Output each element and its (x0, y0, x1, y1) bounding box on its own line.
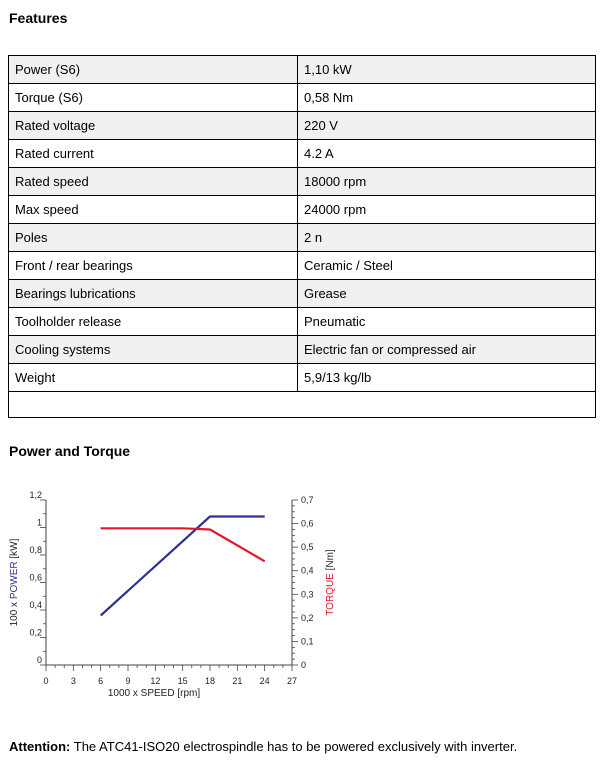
spec-row (9, 252, 596, 280)
torque-series-line (101, 528, 265, 561)
spec-row (9, 56, 596, 84)
spec-row (9, 84, 596, 112)
spec-label: Front / rear bearings (9, 252, 298, 280)
x-tick-label: 21 (232, 676, 243, 686)
spec-value: Pneumatic (298, 308, 596, 336)
y-right-tick-label: 0 (301, 660, 307, 670)
y-right-tick-label: 0,7 (301, 495, 314, 505)
attention-text: The ATC41-ISO20 electrospindle has to be powered exclusively with inverter. (70, 739, 518, 754)
x-tick-label: 18 (204, 676, 216, 686)
y-right-tick-label: 0,4 (301, 565, 314, 576)
spec-value: 1,10 kW (298, 56, 596, 84)
spec-value: 5,9/13 kg/lb (298, 364, 596, 392)
x-tick-label: 15 (177, 676, 188, 686)
y-left-axis-label: 100 x POWER [kW] (9, 538, 20, 627)
spec-label: Rated voltage (9, 112, 298, 140)
spec-value: 4.2 A (298, 140, 596, 168)
y-right-tick-label: 0,2 (301, 612, 314, 623)
y-right-tick-label: 0,1 (301, 636, 314, 647)
y-left-tick-label: 1,2 (29, 490, 42, 500)
spec-row (9, 168, 596, 196)
x-axis-label: 1000 x SPEED [rpm] (107, 688, 201, 699)
spec-row (9, 140, 596, 168)
spec-row (9, 112, 596, 140)
spec-row (9, 224, 596, 252)
x-tick-label: 12 (150, 676, 161, 686)
spec-label: Torque (S6) (9, 84, 298, 112)
y-right-tick-label: 0,3 (301, 589, 314, 600)
x-tick-label: 0 (43, 676, 49, 686)
spec-row (9, 196, 596, 224)
y-right-tick-label: 0,6 (301, 518, 314, 529)
y-left-tick-label: 1 (36, 517, 42, 528)
spec-label: Weight (9, 364, 298, 392)
power-torque-chart (0, 480, 604, 720)
y-left-tick-label: 0 (36, 655, 42, 665)
spec-label: Poles (9, 224, 298, 252)
spec-row (9, 280, 596, 308)
y-right-tick-label: 0,5 (301, 542, 314, 553)
power-series-line (101, 517, 265, 616)
spec-value: Grease (298, 280, 596, 308)
y-left-tick-label: 0,6 (29, 572, 42, 583)
spec-value: 2 n (298, 224, 596, 252)
spec-row (9, 336, 596, 364)
x-tick-label: 6 (98, 676, 104, 686)
x-tick-label: 27 (286, 676, 298, 686)
y-left-tick-label: 0,8 (29, 545, 42, 555)
spec-label: Power (S6) (9, 56, 298, 84)
spec-label: Rated current (9, 140, 298, 168)
x-tick-label: 9 (125, 676, 131, 686)
features-table-frame (8, 391, 596, 418)
spec-value: 0,58 Nm (298, 84, 596, 112)
spec-label: Cooling systems (9, 336, 298, 364)
attention-note (9, 739, 517, 754)
spec-value: Electric fan or compressed air (298, 336, 596, 364)
y-left-tick-label: 0,4 (29, 600, 42, 610)
power-torque-heading: Power and Torque (9, 443, 131, 459)
y-left-tick-label: 0,2 (29, 627, 42, 638)
y-right-axis-label: TORQUE [Nm] (325, 549, 336, 616)
features-table (8, 55, 596, 392)
attention-label: Attention: (9, 739, 71, 754)
features-heading: Features (9, 10, 68, 26)
spec-value: 24000 rpm (298, 196, 596, 224)
spec-label: Toolholder release (9, 308, 298, 336)
x-tick-label: 24 (259, 676, 270, 686)
spec-row (9, 364, 596, 392)
spec-value: 18000 rpm (298, 168, 596, 196)
spec-label: Rated speed (9, 168, 298, 196)
spec-label: Max speed (9, 196, 298, 224)
spec-value: 220 V (298, 112, 596, 140)
spec-label: Bearings lubrications (9, 280, 298, 308)
spec-value: Ceramic / Steel (298, 252, 596, 280)
spec-row (9, 308, 596, 336)
x-tick-label: 3 (70, 676, 76, 686)
